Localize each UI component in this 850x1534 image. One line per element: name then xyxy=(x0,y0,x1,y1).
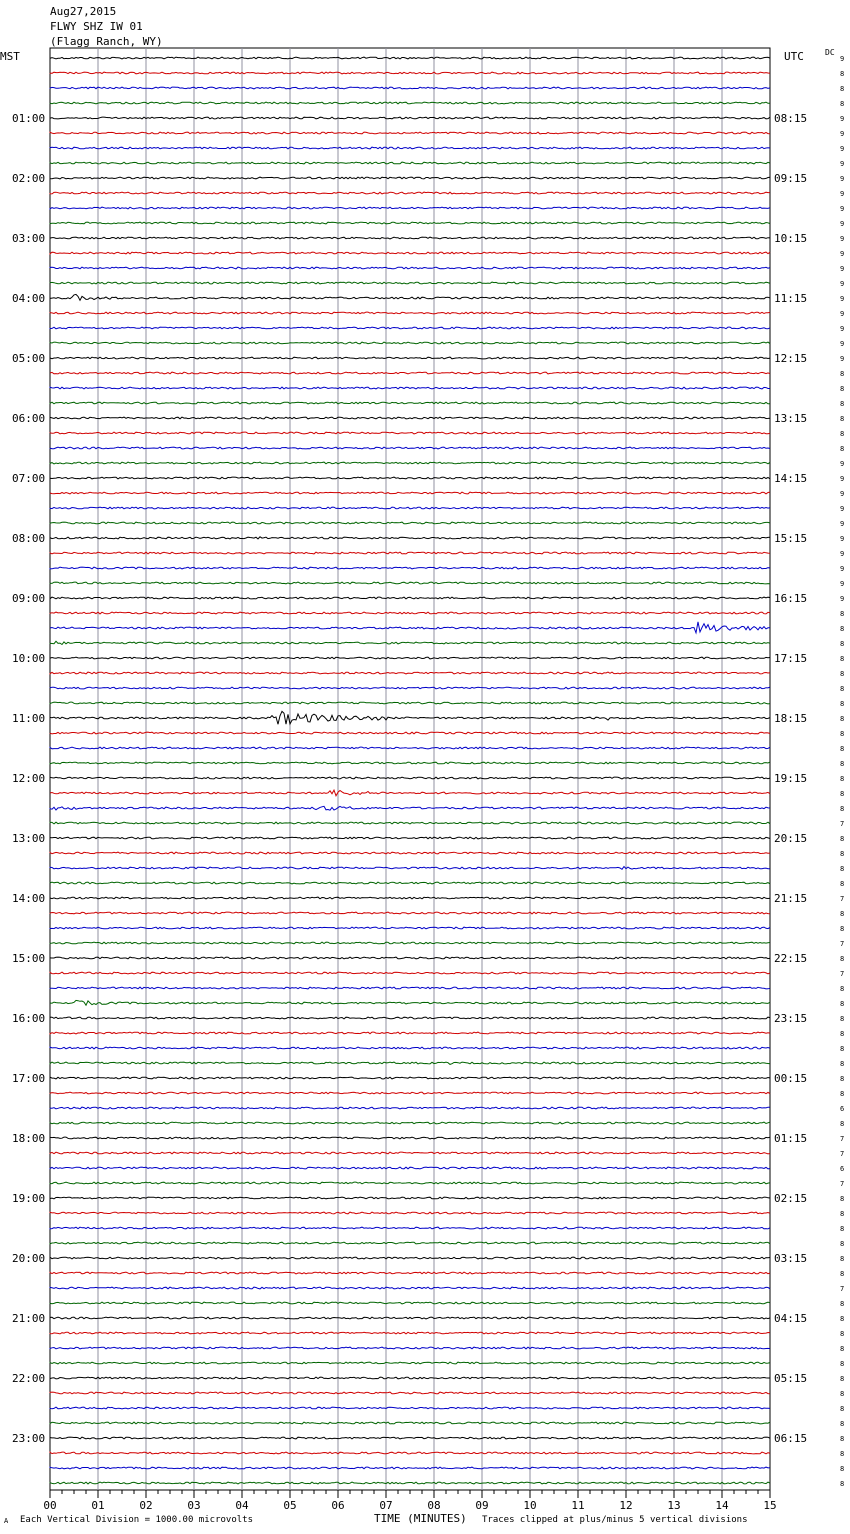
x-tick-label: 10 xyxy=(523,1499,537,1512)
dc-offset-value: 9 xyxy=(840,250,845,258)
left-hour-label: 03:00 xyxy=(12,232,46,245)
dc-offset-value: 9 xyxy=(840,505,845,513)
trace-row xyxy=(50,327,770,329)
dc-offset-value: 9 xyxy=(840,475,845,483)
x-tick-label: 14 xyxy=(715,1499,729,1512)
trace-row xyxy=(50,1212,770,1214)
dc-offset-value: 9 xyxy=(840,145,845,153)
dc-offset-value: 9 xyxy=(840,325,845,333)
dc-offset-value: 8 xyxy=(840,790,845,798)
dc-offset-value: 9 xyxy=(840,295,845,303)
dc-offset-value: 8 xyxy=(840,1465,845,1473)
trace-row xyxy=(50,1137,770,1139)
dc-offset-value: 9 xyxy=(840,565,845,573)
trace-row xyxy=(50,1317,770,1319)
trace-row xyxy=(50,897,770,899)
scale-note: Each Vertical Division = 1000.00 microvolts xyxy=(20,1515,253,1525)
trace-row xyxy=(50,942,770,944)
dc-offset-value: 9 xyxy=(840,115,845,123)
dc-offset-value: 9 xyxy=(840,550,845,558)
trace-row xyxy=(50,132,770,134)
dc-label: DC xyxy=(825,48,835,57)
right-hour-label: 21:15 xyxy=(774,892,808,905)
dc-offset-value: 7 xyxy=(840,1150,845,1158)
corner-mark: A xyxy=(4,1517,9,1525)
dc-offset-value: 8 xyxy=(840,1435,845,1443)
station-location: (Flagg Ranch, WY) xyxy=(50,35,163,48)
trace-row xyxy=(50,177,770,179)
left-hour-label: 11:00 xyxy=(12,712,46,725)
dc-offset-value: 9 xyxy=(840,535,845,543)
trace-row xyxy=(50,237,770,239)
left-hour-label: 04:00 xyxy=(12,292,46,305)
trace-row xyxy=(50,687,770,689)
trace-row xyxy=(50,582,770,584)
x-tick-label: 06 xyxy=(331,1499,345,1512)
trace-row xyxy=(50,87,770,89)
dc-offset-value: 8 xyxy=(840,610,845,618)
trace-row xyxy=(50,867,770,870)
dc-offset-value: 8 xyxy=(840,925,845,933)
dc-offset-value: 8 xyxy=(840,1090,845,1098)
left-hour-label: 20:00 xyxy=(12,1252,46,1265)
dc-offset-value: 9 xyxy=(840,190,845,198)
dc-offset-value: 8 xyxy=(840,1210,845,1218)
trace-row xyxy=(50,1422,770,1424)
right-hour-label: 12:15 xyxy=(774,352,808,365)
trace-row xyxy=(50,1392,770,1394)
trace-row xyxy=(50,1000,770,1005)
trace-row xyxy=(50,417,770,419)
trace-row xyxy=(50,522,770,524)
left-hour-label: 21:00 xyxy=(12,1312,46,1325)
dc-offset-value: 8 xyxy=(840,1240,845,1248)
trace-row xyxy=(50,972,770,974)
right-hour-label: 14:15 xyxy=(774,472,808,485)
left-hour-label: 06:00 xyxy=(12,412,46,425)
dc-offset-value: 8 xyxy=(840,730,845,738)
dc-offset-value: 8 xyxy=(840,1420,845,1428)
right-hour-label: 00:15 xyxy=(774,1072,808,1085)
trace-row xyxy=(50,852,770,854)
x-tick-label: 04 xyxy=(235,1499,249,1512)
trace-row xyxy=(50,987,770,989)
x-tick-label: 12 xyxy=(619,1499,633,1512)
dc-offset-value: 7 xyxy=(840,1180,845,1188)
left-hour-label: 22:00 xyxy=(12,1372,46,1385)
right-hour-label: 05:15 xyxy=(774,1372,808,1385)
right-hour-label: 01:15 xyxy=(774,1132,808,1145)
dc-offset-value: 9 xyxy=(840,490,845,498)
left-hour-label: 18:00 xyxy=(12,1132,46,1145)
left-hour-label: 10:00 xyxy=(12,652,46,665)
trace-row xyxy=(50,597,770,599)
right-hour-label: 08:15 xyxy=(774,112,808,125)
trace-row xyxy=(50,222,770,224)
dc-offset-value: 8 xyxy=(840,1360,845,1368)
dc-offset-value: 8 xyxy=(840,1045,845,1053)
dc-offset-value: 8 xyxy=(840,1195,845,1203)
dc-offset-value: 8 xyxy=(840,100,845,108)
dc-offset-value: 8 xyxy=(840,1375,845,1383)
left-hour-label: 02:00 xyxy=(12,172,46,185)
dc-offset-value: 7 xyxy=(840,820,845,828)
trace-row xyxy=(50,927,770,929)
dc-offset-value: 8 xyxy=(840,880,845,888)
dc-offset-value: 9 xyxy=(840,595,845,603)
trace-row xyxy=(50,372,770,374)
dc-offset-value: 6 xyxy=(840,1165,845,1173)
trace-row xyxy=(50,1227,770,1229)
x-tick-label: 03 xyxy=(187,1499,201,1512)
trace-row xyxy=(50,162,770,164)
dc-offset-value: 8 xyxy=(840,805,845,813)
dc-offset-value: 9 xyxy=(840,310,845,318)
dc-offset-value: 8 xyxy=(840,70,845,78)
left-hour-label: 19:00 xyxy=(12,1192,46,1205)
trace-row xyxy=(50,1062,770,1064)
trace-row xyxy=(50,447,770,449)
dc-offset-value: 9 xyxy=(840,280,845,288)
dc-offset-value: 8 xyxy=(840,655,845,663)
dc-offset-value: 8 xyxy=(840,1255,845,1263)
dc-offset-value: 7 xyxy=(840,970,845,978)
trace-row xyxy=(50,672,770,674)
dc-offset-value: 8 xyxy=(840,775,845,783)
trace-row xyxy=(50,1032,770,1034)
left-hour-label: 07:00 xyxy=(12,472,46,485)
right-hour-label: 19:15 xyxy=(774,772,808,785)
dc-offset-value: 8 xyxy=(840,835,845,843)
right-timezone-label: UTC xyxy=(784,50,804,63)
right-hour-label: 10:15 xyxy=(774,232,808,245)
dc-offset-value: 8 xyxy=(840,625,845,633)
trace-row xyxy=(50,1167,770,1169)
dc-offset-value: 7 xyxy=(840,895,845,903)
trace-row xyxy=(50,1092,770,1094)
trace-row xyxy=(50,790,770,796)
dc-offset-value: 8 xyxy=(840,670,845,678)
trace-row xyxy=(50,1452,770,1454)
dc-offset-value: 8 xyxy=(840,1030,845,1038)
dc-offset-value: 9 xyxy=(840,235,845,243)
dc-offset-value: 9 xyxy=(840,520,845,528)
x-tick-label: 07 xyxy=(379,1499,393,1512)
dc-offset-value: 8 xyxy=(840,85,845,93)
dc-offset-value: 9 xyxy=(840,265,845,273)
dc-offset-value: 9 xyxy=(840,355,845,363)
right-hour-label: 06:15 xyxy=(774,1432,808,1445)
trace-row xyxy=(50,537,770,539)
dc-offset-value: 8 xyxy=(840,850,845,858)
trace-row xyxy=(50,462,770,464)
dc-offset-value: 9 xyxy=(840,340,845,348)
left-hour-label: 13:00 xyxy=(12,832,46,845)
dc-offset-value: 9 xyxy=(840,130,845,138)
left-hour-label: 08:00 xyxy=(12,532,46,545)
right-hour-label: 20:15 xyxy=(774,832,808,845)
trace-row xyxy=(50,282,770,284)
trace-row xyxy=(50,806,770,810)
trace-row xyxy=(50,252,770,254)
dc-offset-value: 8 xyxy=(840,1330,845,1338)
trace-row xyxy=(50,1152,770,1154)
trace-row xyxy=(50,957,770,959)
dc-offset-value: 8 xyxy=(840,370,845,378)
trace-row xyxy=(50,567,770,569)
trace-row xyxy=(50,357,770,359)
right-hour-label: 23:15 xyxy=(774,1012,808,1025)
trace-row xyxy=(50,1017,770,1019)
right-hour-label: 02:15 xyxy=(774,1192,808,1205)
dc-offset-value: 8 xyxy=(840,1000,845,1008)
dc-offset-value: 8 xyxy=(840,445,845,453)
dc-offset-value: 8 xyxy=(840,640,845,648)
dc-offset-value: 9 xyxy=(840,205,845,213)
dc-offset-value: 9 xyxy=(840,55,845,63)
trace-row xyxy=(50,702,770,704)
trace-row xyxy=(50,657,770,659)
dc-offset-value: 8 xyxy=(840,745,845,753)
right-hour-label: 03:15 xyxy=(774,1252,808,1265)
trace-row xyxy=(50,1077,770,1079)
plot-date: Aug27,2015 xyxy=(50,5,117,18)
trace-row xyxy=(50,1182,770,1184)
dc-offset-value: 8 xyxy=(840,1015,845,1023)
clip-note: Traces clipped at plus/minus 5 vertical divisions xyxy=(482,1515,748,1525)
trace-row xyxy=(50,342,770,344)
left-hour-label: 16:00 xyxy=(12,1012,46,1025)
trace-row xyxy=(50,777,770,779)
trace-row xyxy=(50,1302,770,1304)
x-axis-label: TIME (MINUTES) xyxy=(374,1512,467,1525)
trace-row xyxy=(50,1257,770,1259)
dc-offset-value: 9 xyxy=(840,580,845,588)
trace-row xyxy=(50,1347,770,1349)
left-hour-label: 01:00 xyxy=(12,112,46,125)
dc-offset-value: 7 xyxy=(840,1135,845,1143)
trace-row xyxy=(50,312,770,314)
x-tick-label: 13 xyxy=(667,1499,681,1512)
trace-row xyxy=(50,732,770,734)
dc-offset-value: 9 xyxy=(840,460,845,468)
trace-row xyxy=(50,1377,770,1379)
trace-row xyxy=(50,622,770,633)
left-hour-label: 23:00 xyxy=(12,1432,46,1445)
right-hour-label: 11:15 xyxy=(774,292,808,305)
x-tick-label: 08 xyxy=(427,1499,441,1512)
dc-offset-value: 9 xyxy=(840,160,845,168)
right-hour-label: 04:15 xyxy=(774,1312,808,1325)
dc-offset-value: 8 xyxy=(840,1480,845,1488)
trace-row xyxy=(50,711,770,724)
dc-offset-value: 8 xyxy=(840,685,845,693)
dc-offset-value: 8 xyxy=(840,1405,845,1413)
trace-row xyxy=(50,1122,770,1124)
dc-offset-value: 8 xyxy=(840,700,845,708)
trace-row xyxy=(50,147,770,149)
x-tick-label: 09 xyxy=(475,1499,489,1512)
left-hour-label: 14:00 xyxy=(12,892,46,905)
left-timezone-label: MST xyxy=(0,50,20,63)
trace-row xyxy=(50,492,770,494)
trace-row xyxy=(50,882,770,884)
dc-offset-value: 8 xyxy=(840,1270,845,1278)
dc-offset-value: 8 xyxy=(840,865,845,873)
trace-row xyxy=(50,822,770,824)
dc-offset-value: 8 xyxy=(840,760,845,768)
trace-row xyxy=(50,641,770,644)
trace-row xyxy=(50,1332,770,1334)
x-tick-label: 15 xyxy=(763,1499,777,1512)
dc-offset-value: 7 xyxy=(840,1285,845,1293)
dc-offset-value: 8 xyxy=(840,955,845,963)
trace-row xyxy=(50,387,770,389)
trace-row xyxy=(50,1107,770,1109)
dc-offset-value: 8 xyxy=(840,1120,845,1128)
dc-offset-value: 6 xyxy=(840,1105,845,1113)
station-id: FLWY SHZ IW 01 xyxy=(50,20,143,33)
right-hour-label: 09:15 xyxy=(774,172,808,185)
right-hour-label: 18:15 xyxy=(774,712,808,725)
trace-row xyxy=(50,1467,770,1469)
trace-row xyxy=(50,1242,770,1244)
trace-row xyxy=(50,477,770,479)
trace-row xyxy=(50,402,770,404)
dc-offset-value: 8 xyxy=(840,1300,845,1308)
trace-row xyxy=(50,912,770,914)
trace-row xyxy=(50,1437,770,1439)
trace-row xyxy=(50,507,770,509)
left-hour-label: 17:00 xyxy=(12,1072,46,1085)
trace-row xyxy=(50,72,770,74)
trace-row xyxy=(50,837,770,839)
trace-row xyxy=(50,612,770,614)
right-hour-label: 22:15 xyxy=(774,952,808,965)
right-hour-label: 15:15 xyxy=(774,532,808,545)
left-hour-label: 09:00 xyxy=(12,592,46,605)
dc-offset-value: 8 xyxy=(840,415,845,423)
trace-row xyxy=(50,1407,770,1409)
trace-row xyxy=(50,192,770,194)
dc-offset-value: 8 xyxy=(840,400,845,408)
trace-row xyxy=(50,762,770,764)
trace-row xyxy=(50,1047,770,1049)
left-hour-label: 15:00 xyxy=(12,952,46,965)
trace-row xyxy=(50,552,770,554)
x-tick-label: 01 xyxy=(91,1499,105,1512)
left-hour-label: 05:00 xyxy=(12,352,46,365)
dc-offset-value: 8 xyxy=(840,385,845,393)
dc-offset-value: 8 xyxy=(840,1345,845,1353)
trace-row xyxy=(50,432,770,434)
dc-offset-value: 8 xyxy=(840,430,845,438)
trace-row xyxy=(50,1482,770,1484)
trace-row xyxy=(50,102,770,104)
dc-offset-value: 8 xyxy=(840,1225,845,1233)
trace-row xyxy=(50,1362,770,1364)
trace-row xyxy=(50,294,770,300)
x-tick-label: 11 xyxy=(571,1499,585,1512)
trace-row xyxy=(50,1287,770,1289)
right-hour-label: 17:15 xyxy=(774,652,808,665)
x-tick-label: 00 xyxy=(43,1499,57,1512)
dc-offset-value: 8 xyxy=(840,910,845,918)
trace-row xyxy=(50,747,770,749)
left-hour-label: 12:00 xyxy=(12,772,46,785)
dc-offset-value: 8 xyxy=(840,1390,845,1398)
trace-row xyxy=(50,117,770,119)
dc-offset-value: 8 xyxy=(840,1075,845,1083)
trace-row xyxy=(50,57,770,59)
right-hour-label: 16:15 xyxy=(774,592,808,605)
x-tick-label: 05 xyxy=(283,1499,297,1512)
dc-offset-value: 7 xyxy=(840,940,845,948)
dc-offset-value: 8 xyxy=(840,985,845,993)
dc-offset-value: 9 xyxy=(840,175,845,183)
trace-row xyxy=(50,207,770,209)
dc-offset-value: 8 xyxy=(840,1060,845,1068)
dc-offset-value: 8 xyxy=(840,715,845,723)
x-tick-label: 02 xyxy=(139,1499,153,1512)
dc-offset-value: 8 xyxy=(840,1450,845,1458)
trace-row xyxy=(50,1272,770,1274)
right-hour-label: 13:15 xyxy=(774,412,808,425)
dc-offset-value: 9 xyxy=(840,220,845,228)
trace-row xyxy=(50,1197,770,1199)
dc-offset-value: 8 xyxy=(840,1315,845,1323)
trace-row xyxy=(50,267,770,269)
